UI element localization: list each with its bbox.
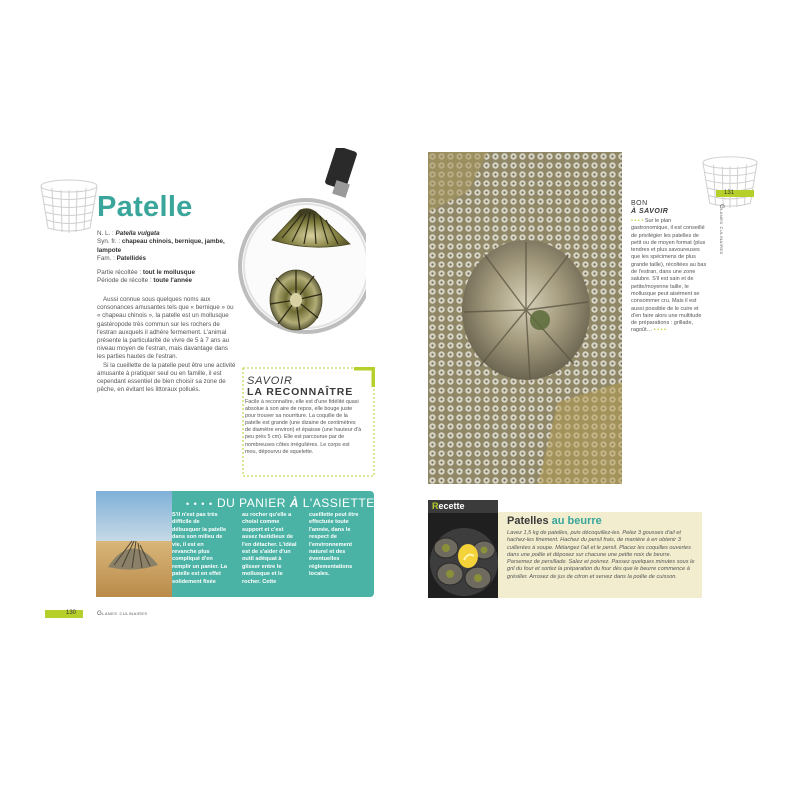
family: Patellidés [116,254,146,262]
limpet-beach-photo [96,491,172,597]
savoir-text: Facile à reconnaître, elle est d'une fidélité quasi absolue à son aire de repos, elle bouge juste pour trouver sa nourriture. La coquille de la patelle est grande (une dizaine de centimètres de diamètre environ) et épaisse (une hauteur d'à peu près 5 cm). Elle est parcourue par de nombreuses côtes irrégulières. Le corps est mou, dépourvu de squelette. [245,399,362,455]
intro-text [97,296,237,394]
species-identity [97,230,227,286]
page-title: Patelle [97,191,193,223]
intro-paragraph-2: Si la cueillette de la patelle peut être une activité amusante à pratiquer seul ou en famille, il est cependant essentiel de bien choisir sa zone de pêche, en évitant les littoraux pollués. [97,361,236,394]
limpet-rock-photo [428,152,622,484]
panier-column-1: S'il n'est pas très difficile de débusquer la patelle dans son milieu de vie, il est en revanche plus compliqué d'en remplir un panier. La patelle est en effet solidement fixée [172,512,228,585]
syn-label: Syn. fr. : [97,238,122,246]
basket-icon [700,152,760,210]
part-label: Partie récoltée : [97,269,143,277]
cooked-limpets-photo [428,512,498,598]
bon-end-dots: • • • • [653,327,666,334]
bon-dots: • • • • [631,218,644,224]
basket-icon [38,176,100,234]
footer-bar-left [45,610,83,618]
recette-title [507,515,602,527]
latin-name: Patella vulgata [115,230,160,237]
recette-tab-rest: ecette [438,501,465,511]
recette-text: Lavez 1,5 kg de patelles, puis décoquillez-les. Pelez 3 gousses d'ail et hachez-les finement. Hachez du persil frais, de manière à en obtenir 3 cuillerées à soupe. Mélangez l'ail et le persil. Placez les coquilles ouvertes dans une poêle et déposez sur chacune une petite noix de beurre. Parsemez de persillade. Salez et poivrez. Passez quelques minutes sous le gril du four et sortez la préparation du four dès que le beurre commence à grésiller. Arrosez de jus de citron et servez dans la poêle de cuisson. [507,530,695,580]
period-label: Période de récolte : [97,277,154,285]
magnifier-handle [324,148,357,198]
bon-a-savoir-body: Sur le plan gastronomique, il est conseillé de privilégier les patelles de petit ou de moyen format (plus tendres et plus savoureuses que les spécimens de plus grande taille), récoltées au bas de l'estran, dans une zone salubre. S'il est sain et de petite/moyenne taille, le mollusque peut aisément se consommer cru. Mais il est aussi possible de le cuire et d'en faire alors une multitude de préparations : grillade, ragoût… [631,218,707,334]
page-number-left: 130 [66,610,77,616]
panier-column-3: cueillette peut être effectuée toute l'année, dans le respect de l'environnement naturel et des éventuelles réglementations locales. [309,512,359,578]
panier-heading [186,496,375,510]
fam-label: Fam. : [97,254,117,262]
harvest-period: toute l'année [153,277,192,285]
magnifier-icon [238,148,366,344]
nl-label: N. L. : [97,230,116,237]
synonyms: chapeau chinois, bernique, jambe, lampote [97,238,225,254]
recette-tab-first-letter: R [432,501,439,511]
limpet-shell-icon [270,270,322,330]
a-savoir-title: À SAVOIR [631,208,669,215]
footer-section-left: Glanes culinaires [97,610,148,617]
bon-a-savoir-title: BON [631,200,648,207]
panier-dots: • • • • [186,499,214,509]
recette-title-a: Patelles [507,515,552,527]
harvested-part: tout le mollusque [142,269,195,277]
page-number-right: 131 [724,190,735,196]
footer-section-right: Glanes culinaires [718,204,725,255]
savoir-title: SAVOIR [247,375,293,387]
panier-title-a: DU PANIER [213,496,290,510]
panier-title-c: L'ASSIETTE [298,496,375,510]
panier-column-2: au rocher qu'elle a choisi comme support et c'est assez fastidieux de l'en détacher. L'idéal est de s'aider d'un outil adéquat à glisser entre le mollusque et le rocher. Cette [242,512,297,585]
panier-title-b: À [289,496,299,510]
recette-tab-label [432,501,465,511]
recette-title-b: au beurre [551,515,602,527]
savoir-subtitle: LA RECONNAÎTRE [247,386,354,398]
footer-bar-right [716,190,754,197]
intro-paragraph-1: Aussi connue sous quelques noms aux consonances amusantes tels que « bernique » ou « chapeau chinois », la patelle est un mollusque gastéropode très commun sur les rochers de l'estran auxquels il adhère fermement. L'animal présente la particularité de vivre de 5 à 7 ans au niveau moyen de l'estran, mais davantage dans les parties hautes de l'estran. [97,296,234,361]
bon-a-savoir-text [631,218,707,335]
